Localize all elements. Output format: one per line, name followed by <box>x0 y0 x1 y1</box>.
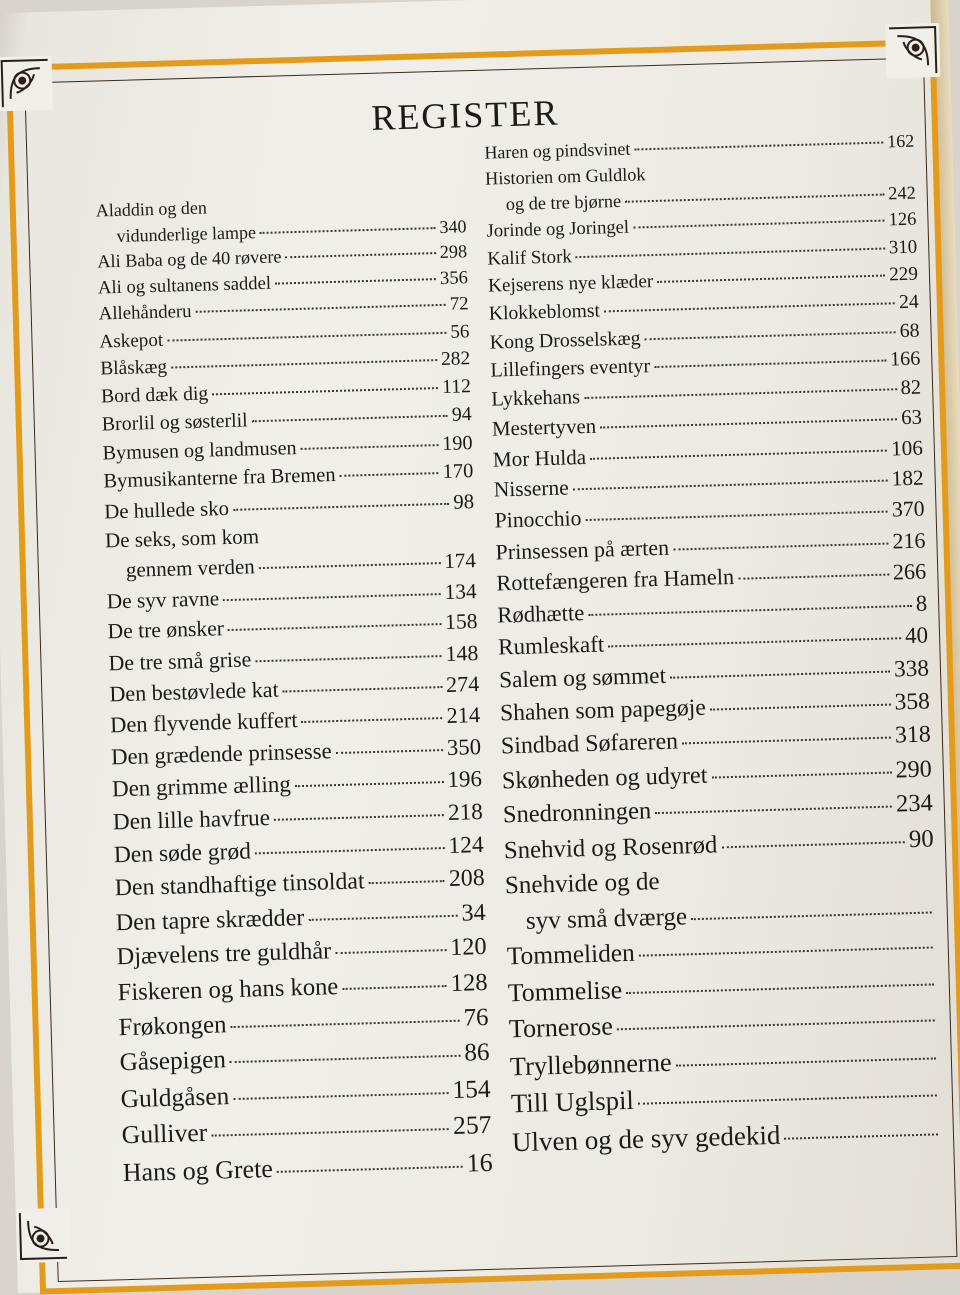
page-title: REGISTER <box>370 92 560 138</box>
entry-page-number: 120 <box>449 933 487 962</box>
entry-title: Snedronningen <box>502 797 652 829</box>
entry-title: gennem verden <box>125 554 256 582</box>
entry-title: Till Uglspil <box>510 1085 635 1119</box>
dot-leader <box>608 637 901 647</box>
entry-title: Mestertyven <box>491 414 597 441</box>
entry-page-number: 86 <box>463 1039 490 1067</box>
entry-title: De tre ønsker <box>107 616 225 644</box>
entry-page-number: 154 <box>452 1074 491 1105</box>
entry-page-number: 16 <box>466 1147 493 1178</box>
entry-page-number: 98 <box>453 489 475 514</box>
dot-leader <box>336 749 443 754</box>
register-column-left <box>96 188 494 1191</box>
dot-leader <box>211 1128 449 1137</box>
entry-page-number: 34 <box>461 900 486 927</box>
dot-leader <box>576 247 885 258</box>
register-entry-first-line: Aladdin og den <box>95 197 208 221</box>
entry-title: Rødhætte <box>496 599 585 628</box>
dot-leader <box>301 444 439 450</box>
entry-title: Tryllebønnerne <box>509 1046 673 1082</box>
entry-title: Kong Drosselskæg <box>489 327 641 354</box>
dot-leader <box>617 1020 935 1031</box>
entry-title: Den søde grød <box>113 838 252 869</box>
entry-page-number: 158 <box>444 609 478 635</box>
entry-page-number: 56 <box>450 321 470 343</box>
dot-leader <box>230 1055 460 1063</box>
entry-page-number: 266 <box>892 558 927 585</box>
entry-page-number: 214 <box>446 702 481 729</box>
dot-leader <box>738 574 889 580</box>
entry-title: Ali og sultanens saddel <box>97 272 272 299</box>
dot-leader <box>167 332 446 342</box>
entry-page-number: 134 <box>444 578 477 604</box>
dot-leader <box>260 227 436 234</box>
entry-page-number: 40 <box>904 622 929 649</box>
corner-ornament-icon <box>885 23 940 78</box>
entry-page-number: 196 <box>447 766 483 793</box>
dot-leader <box>196 304 446 313</box>
entry-page-number: 68 <box>899 319 920 342</box>
entry-title: Bord dæk dig <box>100 381 209 407</box>
dot-leader <box>654 360 886 368</box>
entry-title: Hans og Grete <box>122 1153 274 1188</box>
entry-title: Den standhaftige tinsoldat <box>114 868 365 902</box>
dot-leader <box>711 772 891 779</box>
entry-title: syv små dværge <box>525 902 688 935</box>
corner-ornament-icon <box>0 56 53 111</box>
entry-page-number: 128 <box>450 968 488 997</box>
dot-leader <box>634 142 883 151</box>
dot-leader <box>277 1166 463 1173</box>
entry-title: Kalif Stork <box>487 245 573 270</box>
entry-page-number: 318 <box>894 721 932 749</box>
dot-leader <box>590 450 887 460</box>
dot-leader <box>255 847 445 854</box>
entry-title: Den grimme ælling <box>111 771 292 802</box>
entry-page-number: 229 <box>888 263 919 286</box>
entry-title: De syv ravne <box>106 586 220 614</box>
entry-title: Den lille havfrue <box>112 804 271 836</box>
entry-title: Nisserne <box>493 475 569 502</box>
dot-leader <box>302 717 443 723</box>
entry-page-number: 290 <box>895 755 933 784</box>
entry-title: Shahen som papegøje <box>499 694 707 727</box>
entry-title: Jorinde og Joringel <box>486 216 630 242</box>
dot-leader <box>285 252 435 258</box>
entry-page-number: 170 <box>442 460 474 484</box>
entry-page-number: 76 <box>463 1003 489 1032</box>
dot-leader <box>600 419 897 429</box>
entry-page-number: 350 <box>446 734 482 761</box>
entry-title: Kejserens nye klæder <box>487 270 654 297</box>
entry-title: Rumleskaft <box>497 631 605 660</box>
entry-title: Sindbad Søfareren <box>500 728 679 760</box>
dot-leader <box>682 737 891 745</box>
entry-page-number: 166 <box>889 347 921 371</box>
entry-title: Salem og sømmet <box>498 662 667 694</box>
entry-title: Den tapre skrædder <box>115 905 305 937</box>
dot-leader <box>233 502 449 510</box>
dot-leader <box>710 703 891 710</box>
entry-page-number: 340 <box>439 215 467 237</box>
entry-title: Gulliver <box>121 1118 208 1150</box>
entry-page-number: 310 <box>888 236 918 259</box>
entry-title: Lillefingers eventyr <box>490 355 651 382</box>
entry-page-number: 94 <box>451 403 473 427</box>
entry-title: Allehånderu <box>98 301 192 325</box>
entry-page-number: 257 <box>452 1110 492 1141</box>
entry-page-number: 274 <box>445 670 480 697</box>
entry-page-number: 148 <box>445 639 479 666</box>
dot-leader <box>691 911 932 920</box>
entry-title: Snehvid og Rosenrød <box>503 831 718 865</box>
entry-title: Brorlil og søsterlil <box>101 409 248 436</box>
entry-page-number: 106 <box>890 435 924 461</box>
entry-title: Pinocchio <box>494 505 582 533</box>
dot-leader <box>625 194 884 203</box>
entry-page-number: 124 <box>448 831 485 859</box>
entry-title: Skønheden og udyret <box>501 761 708 795</box>
dot-leader <box>212 387 438 395</box>
dot-leader <box>231 1020 460 1028</box>
dot-leader <box>784 1133 938 1139</box>
entry-page-number: 218 <box>447 798 484 826</box>
entry-page-number: 208 <box>448 865 486 893</box>
entry-title: Bymusen og landmusen <box>102 436 297 465</box>
dot-leader <box>604 302 895 312</box>
entry-page-number: 242 <box>888 183 916 204</box>
entry-page-number: 190 <box>441 431 473 455</box>
entry-title: Mor Hulda <box>492 444 587 472</box>
entry-page-number: 162 <box>886 130 915 152</box>
entry-page-number: 370 <box>891 496 925 522</box>
dot-leader <box>584 388 897 399</box>
entry-page-number: 298 <box>439 241 468 262</box>
dot-leader <box>275 278 436 284</box>
entry-title: De hullede sko <box>103 496 230 523</box>
entry-title: Ulven og de syv gedekid <box>511 1119 781 1158</box>
entry-page-number: 338 <box>893 655 930 683</box>
dot-leader <box>670 670 890 678</box>
entry-title: Tornerose <box>508 1011 614 1044</box>
entry-page-number: 126 <box>888 208 917 231</box>
entry-page-number: 112 <box>441 374 472 398</box>
entry-title: vidunderlige lampe <box>116 221 257 246</box>
entry-page-number: 182 <box>891 465 924 491</box>
entry-title: Den bestøvlede kat <box>109 676 279 707</box>
dot-leader <box>369 880 446 884</box>
entry-title: Blåskæg <box>99 356 168 380</box>
entry-page-number: 356 <box>439 267 469 289</box>
entry-title: Tommelise <box>507 975 623 1008</box>
entry-page-number: 174 <box>443 547 477 573</box>
entry-title: Djævelens tre guldhår <box>116 937 332 971</box>
dot-leader <box>340 472 439 477</box>
dot-leader <box>252 415 448 422</box>
entry-title: Bymusikanterne fra Bremen <box>103 464 336 493</box>
entry-title: Frøkongen <box>118 1011 227 1042</box>
dot-leader <box>335 949 446 954</box>
entry-title: Gåsepigen <box>119 1046 227 1077</box>
entry-title: Klokkeblomst <box>488 300 601 325</box>
dot-leader <box>657 274 885 282</box>
dot-leader <box>228 623 441 631</box>
dot-leader <box>673 542 888 550</box>
dot-leader <box>638 1095 937 1105</box>
dot-leader <box>626 983 934 994</box>
dot-leader <box>259 562 441 569</box>
entry-title: Rottefængeren fra Hameln <box>496 563 735 596</box>
dot-leader <box>655 806 892 815</box>
dot-leader <box>255 655 441 662</box>
register-entry-first-line: De seks, som kom <box>104 524 260 553</box>
dot-leader <box>639 947 933 957</box>
entry-page-number: 63 <box>900 405 923 430</box>
entry-title: De tre små grise <box>108 646 252 676</box>
entry-page-number: 216 <box>892 527 926 554</box>
dot-leader <box>633 219 885 228</box>
entry-title: Prinsessen på ærten <box>495 534 670 565</box>
dot-leader <box>233 1092 448 1100</box>
entry-title: Fiskeren og hans kone <box>117 973 339 1007</box>
entry-title: Ali Baba og de 40 røvere <box>97 246 282 272</box>
dot-leader <box>308 915 457 921</box>
entry-title: og de tre bjørne <box>505 191 622 215</box>
entry-title: Den grædende prinsesse <box>110 738 332 770</box>
entry-page-number: 282 <box>440 348 471 370</box>
entry-title: Askepot <box>99 329 164 353</box>
dot-leader <box>573 480 888 491</box>
entry-title: Den flyvende kuffert <box>109 707 298 738</box>
entry-title: Tommeliden <box>506 938 636 971</box>
dot-leader <box>295 781 444 787</box>
dot-leader <box>585 510 888 520</box>
entry-title: Haren og pindsvinet <box>484 138 631 163</box>
dot-leader <box>223 593 441 601</box>
dot-leader <box>342 985 446 990</box>
dot-leader <box>721 841 905 848</box>
register-entry-first-line: Historien om Guldlok <box>484 164 646 189</box>
dot-leader <box>274 814 444 821</box>
entry-page-number: 8 <box>915 590 928 616</box>
dot-leader <box>283 686 443 692</box>
entry-page-number: 72 <box>449 293 469 315</box>
entry-page-number: 234 <box>895 789 934 818</box>
dot-leader <box>171 359 437 368</box>
dot-leader <box>644 331 895 340</box>
entry-page-number: 90 <box>908 825 935 854</box>
corner-ornament-icon <box>16 1208 71 1263</box>
register-entry-first-line: Snehvide og de <box>504 868 660 900</box>
entry-page-number: 24 <box>898 291 920 313</box>
entry-page-number: 358 <box>894 688 931 716</box>
entry-title: Guldgåsen <box>120 1082 230 1114</box>
dot-leader <box>588 605 912 616</box>
dot-leader <box>676 1058 936 1067</box>
register-column-right <box>484 128 942 1162</box>
entry-page-number: 82 <box>900 376 922 400</box>
entry-title: Lykkehans <box>490 386 581 411</box>
